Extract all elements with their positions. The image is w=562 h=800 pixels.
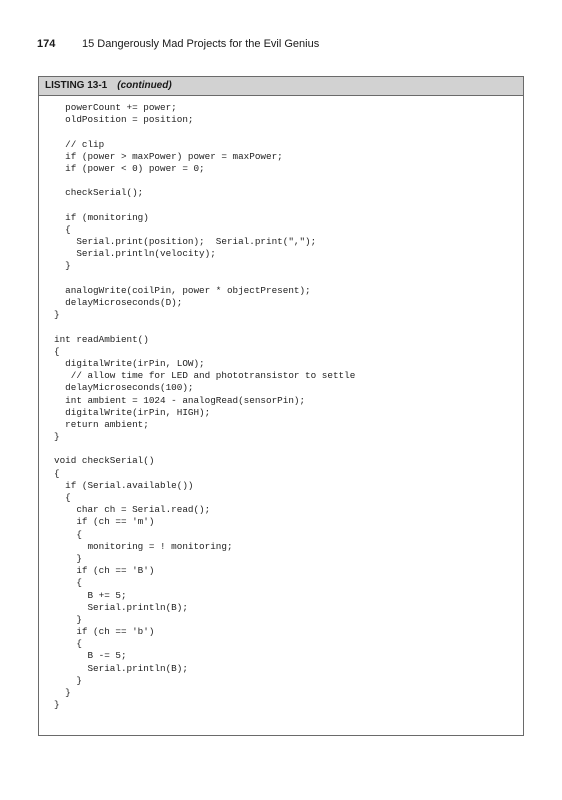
code-line: int ambient = 1024 - analogRead(sensorPin); <box>54 394 306 406</box>
code-line: Serial.print(position); Serial.print(","); <box>54 236 317 248</box>
code-line: } <box>54 552 82 564</box>
code-block <box>54 102 355 711</box>
listing-label: LISTING 13-1 <box>45 80 108 91</box>
code-line: } <box>54 699 60 711</box>
code-line: int readAmbient() <box>54 333 149 345</box>
code-line: // clip <box>54 138 105 150</box>
code-line: Serial.println(velocity); <box>54 248 216 260</box>
code-line: if (ch == 'b') <box>54 626 155 638</box>
code-line: if (power < 0) power = 0; <box>54 162 205 174</box>
code-line: { <box>54 528 82 540</box>
code-line: { <box>54 577 82 589</box>
code-line: } <box>54 309 60 321</box>
code-line <box>54 200 355 212</box>
code-line <box>54 175 355 187</box>
book-title: 15 Dangerously Mad Projects for the Evil Genius <box>82 38 320 50</box>
code-line: checkSerial(); <box>54 187 144 199</box>
code-line: // allow time for LED and phototransistor to settle <box>54 370 356 382</box>
code-line: { <box>54 345 60 357</box>
listing-title-bar <box>39 77 523 96</box>
code-line: { <box>54 467 60 479</box>
code-line: if (ch == 'B') <box>54 565 155 577</box>
code-listing <box>38 76 524 736</box>
code-line: } <box>54 687 71 698</box>
code-line: } <box>54 674 82 686</box>
code-line: { <box>54 638 82 650</box>
code-line: delayMicroseconds(D); <box>54 297 183 308</box>
code-line <box>54 321 355 333</box>
code-line <box>54 273 355 285</box>
code-line: } <box>54 431 60 443</box>
code-line: analogWrite(coilPin, power * objectPresent); <box>54 284 311 296</box>
code-line <box>54 443 355 455</box>
running-header <box>37 37 319 51</box>
code-line: monitoring = ! monitoring; <box>54 540 233 552</box>
code-line: oldPosition = position; <box>54 114 194 126</box>
code-line: B += 5; <box>54 589 127 601</box>
code-line: if (ch == 'm') <box>54 516 155 528</box>
code-line: { <box>54 492 71 503</box>
code-line: { <box>54 223 71 235</box>
code-line: if (power > maxPower) power = maxPower; <box>54 150 283 162</box>
code-line: return ambient; <box>54 418 149 430</box>
code-line: if (Serial.available()) <box>54 479 194 491</box>
code-line: digitalWrite(irPin, HIGH); <box>54 406 211 418</box>
code-line: char ch = Serial.read(); <box>54 504 211 516</box>
code-line: powerCount += power; <box>54 102 177 113</box>
code-line: Serial.println(B); <box>54 601 188 613</box>
code-line: } <box>54 613 82 625</box>
code-line: } <box>54 260 71 272</box>
code-line: digitalWrite(irPin, LOW); <box>54 357 205 369</box>
code-line <box>54 126 355 138</box>
code-line: delayMicroseconds(100); <box>54 382 194 394</box>
listing-continued-label: (continued) <box>117 80 172 91</box>
code-line: void checkSerial() <box>54 455 155 467</box>
page-number: 174 <box>37 38 56 50</box>
code-line: Serial.println(B); <box>54 662 188 674</box>
code-line: if (monitoring) <box>54 211 149 223</box>
code-line: B -= 5; <box>54 650 127 662</box>
